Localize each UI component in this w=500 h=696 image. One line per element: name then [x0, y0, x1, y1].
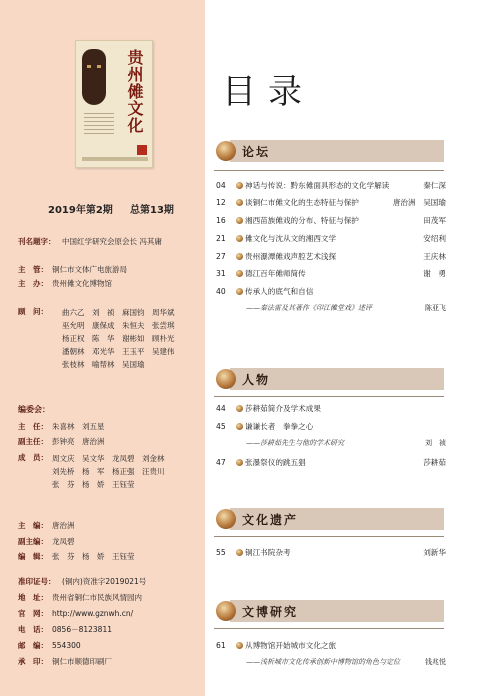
section-title: 论坛	[242, 145, 271, 159]
website	[18, 608, 133, 619]
entry-author: 秦仁深	[423, 181, 446, 190]
page-number: 45	[216, 422, 226, 431]
label: 承 印：	[18, 657, 48, 666]
value: 贵州省铜仁市民族风情园内	[52, 593, 142, 602]
advisors-line: 巫允明 康保成 朱恒夫 张尝琪	[62, 321, 175, 330]
value: http://www.gznwh.cn/	[52, 609, 134, 618]
advisors-line: 杨正权 陈 华 谢彬如 顾朴光	[62, 334, 175, 343]
issue-info	[48, 201, 198, 216]
section-ball-icon	[216, 509, 236, 529]
label: 主 办：	[18, 279, 48, 288]
value: 554300	[52, 641, 81, 650]
value: 0856－8123811	[52, 625, 112, 634]
section-ball-icon	[216, 369, 236, 389]
members-line: 周文庆 吴文华 龙凤碧 刘金林	[52, 454, 165, 463]
cover-footer	[82, 157, 148, 161]
bullet-icon	[236, 270, 243, 277]
bullet-icon	[236, 253, 243, 260]
entry-title: ——秦法雷及其著作《印江傩堂戏》述评	[246, 304, 372, 312]
director	[18, 421, 105, 432]
issue-year: 2019年第2期	[48, 205, 113, 216]
advisors-list	[62, 306, 175, 371]
value: 彭钟亮 唐治洲	[52, 437, 105, 446]
bullet-icon	[236, 405, 243, 412]
value: (铜内)资准字2019021号	[62, 577, 147, 586]
value: 唐治洲	[52, 521, 75, 530]
page-number: 12	[216, 198, 226, 207]
toc-entry[interactable]	[216, 547, 446, 558]
phone	[18, 624, 112, 635]
entry-title: ——莎耕茹先生与他的学术研究	[246, 439, 344, 447]
entry-title: 莎耕茹简介及学术成果	[245, 404, 321, 413]
section-title: 文化遗产	[242, 513, 299, 527]
bullet-icon	[236, 199, 243, 206]
permit	[18, 576, 146, 587]
members-line: 张 芬 杨 娇 王钰莹	[52, 480, 135, 489]
label: 邮 编：	[18, 641, 48, 650]
entry-author: 安绍利	[423, 234, 446, 243]
members-list	[52, 452, 165, 491]
entry-title: 谦谦长者 拳拳之心	[245, 422, 314, 431]
advisors-label-row	[18, 306, 52, 317]
toc-entry[interactable]	[216, 233, 446, 244]
section-divider	[214, 536, 444, 537]
label: 准印证号：	[18, 577, 56, 586]
cover-seal	[137, 145, 147, 155]
toc-entry[interactable]	[216, 215, 446, 226]
label: 主 编：	[18, 521, 48, 530]
members-label-row	[18, 452, 52, 463]
page-number: 47	[216, 458, 226, 467]
issue-total: 总第13期	[130, 205, 174, 216]
section-title: 文博研究	[242, 605, 299, 619]
entry-author: 刘新华	[423, 548, 446, 557]
entry-title: 谈铜仁市傩文化的生态特征与保护	[245, 198, 359, 207]
toc-entry[interactable]	[216, 268, 446, 279]
committee-heading: 编委会：	[18, 405, 50, 414]
page-number: 44	[216, 404, 226, 413]
section-bar-forum	[230, 140, 444, 162]
toc-entry[interactable]	[216, 421, 446, 432]
value: 贵州傩文化博物馆	[52, 279, 112, 288]
value: 朱喜林 刘五星	[52, 422, 105, 431]
bullet-icon	[236, 423, 243, 430]
label: 地 址：	[18, 593, 48, 602]
toc-entry[interactable]	[216, 403, 446, 414]
nuo-mask-image	[82, 49, 106, 105]
section-bar-heritage	[230, 508, 444, 530]
advisors-line: 曲六乙 刘 祯 麻国钧 周华斌	[62, 308, 175, 317]
bullet-icon	[236, 217, 243, 224]
entry-author: 田茂军	[423, 216, 446, 225]
bullet-icon	[236, 549, 243, 556]
page-number: 21	[216, 234, 226, 243]
label: 成 员：	[18, 453, 48, 462]
label: 副主编：	[18, 537, 48, 546]
title-inscription	[18, 236, 162, 247]
page-number: 27	[216, 252, 226, 261]
entry-title: 传承人的底气和自信	[245, 287, 314, 296]
toc-entry[interactable]	[216, 180, 446, 191]
entry-title: 从博物馆开始城市文化之旅	[245, 641, 337, 650]
toc-entry[interactable]	[216, 457, 446, 468]
entry-title: 湘西苗族傩戏的分布、特征与保护	[245, 216, 359, 225]
deputy-editor	[18, 536, 75, 547]
page-number: 55	[216, 548, 226, 557]
bullet-icon	[236, 642, 243, 649]
bullet-icon	[236, 235, 243, 242]
entry-title: 神话与传说：黔东傩面具形态的文化学解读	[245, 181, 390, 190]
editors	[18, 551, 135, 562]
entry-author: 谢 勇	[423, 269, 446, 278]
printer	[18, 656, 112, 667]
section-divider	[214, 170, 444, 171]
section-divider	[214, 628, 444, 629]
sponsor	[18, 264, 127, 275]
label: 主 任：	[18, 422, 48, 431]
page-number: 40	[216, 287, 226, 296]
label: 电 话：	[18, 625, 48, 634]
magazine-cover-thumbnail	[75, 40, 153, 168]
toc-entry[interactable]	[216, 640, 446, 651]
label: 刊名题字：	[18, 237, 56, 246]
entry-title: 张瀑祭仪的跳五猖	[245, 458, 306, 467]
members-line: 刘先桥 杨 军 杨正强 汪贵川	[52, 467, 165, 476]
entry-author: 王庆林	[423, 252, 446, 261]
entry-author: 钱兆悦	[425, 658, 446, 666]
entry-title: ——浅析城市文化传承创新中博物馆的角色与定位	[246, 658, 400, 666]
toc-entry-subtitle[interactable]	[216, 657, 446, 667]
label: 顾 问：	[18, 307, 48, 316]
toc-entry-subtitle[interactable]	[216, 438, 446, 448]
value: 龙凤碧	[52, 537, 75, 546]
organizer	[18, 278, 112, 289]
toc-heading: 目录	[222, 72, 314, 112]
section-divider	[214, 396, 444, 397]
label: 副主任：	[18, 437, 48, 446]
postcode	[18, 640, 81, 651]
entry-title: 傩文化与沈从文的湘西文学	[245, 234, 337, 243]
section-bar-museum	[230, 600, 444, 622]
entry-title: 铜江书院杂考	[245, 548, 291, 557]
label: 编 辑：	[18, 552, 48, 561]
toc-entry[interactable]	[216, 197, 446, 208]
page-number: 04	[216, 181, 226, 190]
bullet-icon	[236, 182, 243, 189]
section-ball-icon	[216, 601, 236, 621]
address	[18, 592, 142, 603]
vice-director	[18, 436, 105, 447]
label: 主 管：	[18, 265, 48, 274]
page-number: 31	[216, 269, 226, 278]
entry-author: 莎耕茹	[423, 458, 446, 467]
advisors-line: 潘朝林 邓光华 王玉平 吴建伟	[62, 347, 175, 356]
value: 张 芬 杨 娇 王钰莹	[52, 552, 135, 561]
page-number: 61	[216, 641, 226, 650]
entry-author: 刘 祯	[425, 439, 446, 447]
entry-author: 唐治洲 吴国瑜	[392, 198, 446, 207]
cover-text-lines	[84, 113, 114, 137]
toc-entry[interactable]	[216, 251, 446, 262]
entry-author: 陈亚飞	[425, 304, 446, 312]
bullet-icon	[236, 288, 243, 295]
value: 中国红学研究会原会长 冯其庸	[62, 237, 162, 246]
label: 官 网：	[18, 609, 48, 618]
toc-entry[interactable]	[216, 286, 446, 297]
section-title: 人物	[242, 373, 271, 387]
chief-editor	[18, 520, 75, 531]
section-bar-people	[230, 368, 444, 390]
toc-entry-subtitle[interactable]	[216, 303, 446, 313]
section-ball-icon	[216, 141, 236, 161]
advisors-line: 张枝林 喻帮林 吴国瑜	[62, 360, 145, 369]
page-number: 16	[216, 216, 226, 225]
value: 铜仁市文体广电旅游局	[52, 265, 127, 274]
value: 铜仁市顺德印刷厂	[52, 657, 112, 666]
bullet-icon	[236, 459, 243, 466]
cover-title: 贵州傩文化	[125, 49, 144, 134]
entry-title: 贵州瀑潭傩戏声腔艺术浅探	[245, 252, 337, 261]
entry-title: 德江百年傩师简传	[245, 269, 306, 278]
